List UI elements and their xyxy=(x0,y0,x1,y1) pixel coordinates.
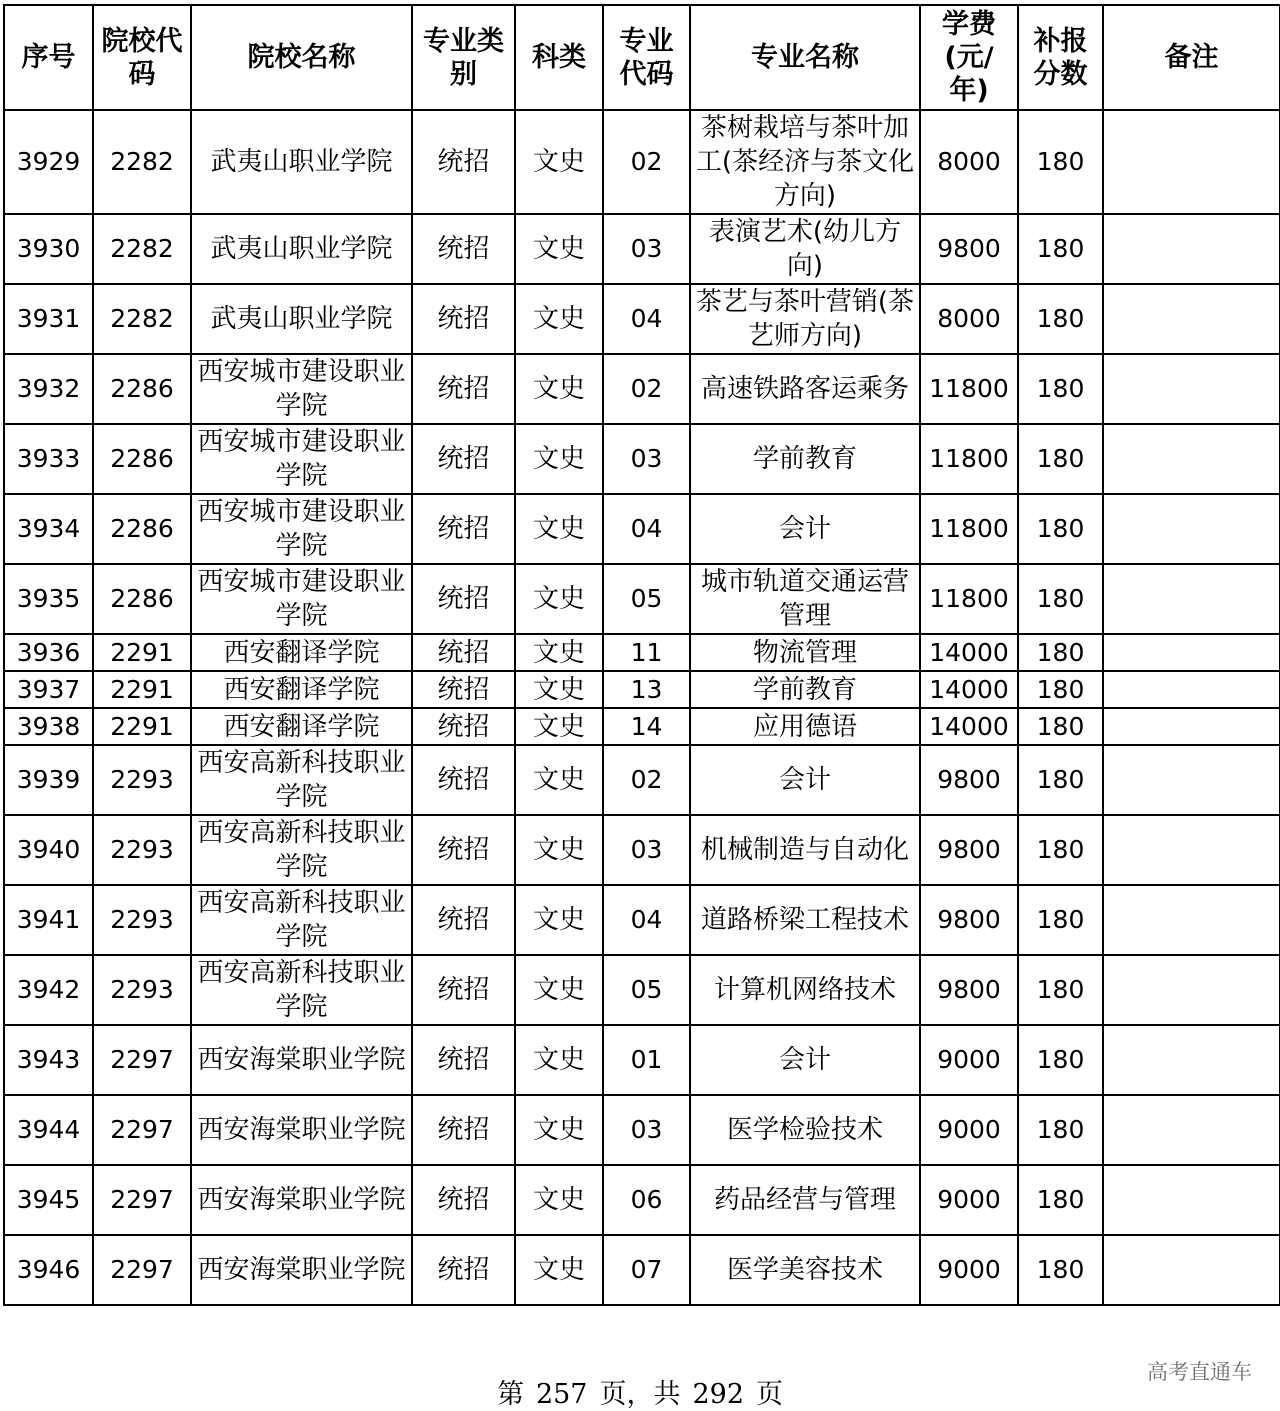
cell-index: 3936 xyxy=(4,634,93,671)
table-row xyxy=(4,745,1280,815)
cell-remarks xyxy=(1103,634,1280,671)
table-body xyxy=(4,110,1280,1305)
cell-school-name: 西安高新科技职业学院 xyxy=(191,745,412,815)
cell-supplement-score: 180 xyxy=(1018,885,1103,955)
page-current: 257 xyxy=(535,1379,588,1410)
table-row xyxy=(4,1235,1280,1305)
cell-index: 3930 xyxy=(4,214,93,284)
header-cell-school-name: 院校名称 xyxy=(191,5,412,110)
cell-subject-type: 文史 xyxy=(515,354,603,424)
cell-major-code: 03 xyxy=(603,214,690,284)
cell-school-code: 2297 xyxy=(93,1165,191,1235)
cell-school-name: 西安海棠职业学院 xyxy=(191,1025,412,1095)
cell-index: 3944 xyxy=(4,1095,93,1165)
cell-remarks xyxy=(1103,284,1280,354)
cell-major-category: 统招 xyxy=(412,564,515,634)
cell-school-code: 2291 xyxy=(93,708,191,745)
cell-school-code: 2293 xyxy=(93,815,191,885)
cell-tuition: 11800 xyxy=(920,494,1018,564)
cell-major-name: 药品经营与管理 xyxy=(690,1165,920,1235)
cell-index: 3943 xyxy=(4,1025,93,1095)
cell-major-code: 04 xyxy=(603,494,690,564)
cell-school-code: 2297 xyxy=(93,1025,191,1095)
page-number xyxy=(0,1372,1280,1411)
cell-index: 3939 xyxy=(4,745,93,815)
cell-supplement-score: 180 xyxy=(1018,1025,1103,1095)
cell-subject-type: 文史 xyxy=(515,1235,603,1305)
cell-major-name: 会计 xyxy=(690,745,920,815)
cell-major-name: 学前教育 xyxy=(690,671,920,708)
cell-school-code: 2286 xyxy=(93,494,191,564)
cell-major-name: 茶艺与茶叶营销(茶艺师方向) xyxy=(690,284,920,354)
cell-subject-type: 文史 xyxy=(515,110,603,214)
cell-major-name: 茶树栽培与茶叶加工(茶经济与茶文化方向) xyxy=(690,110,920,214)
cell-remarks xyxy=(1103,424,1280,494)
cell-major-code: 02 xyxy=(603,745,690,815)
cell-remarks xyxy=(1103,564,1280,634)
cell-tuition: 8000 xyxy=(920,110,1018,214)
cell-index: 3929 xyxy=(4,110,93,214)
cell-school-name: 西安城市建设职业学院 xyxy=(191,494,412,564)
cell-index: 3935 xyxy=(4,564,93,634)
cell-supplement-score: 180 xyxy=(1018,354,1103,424)
cell-tuition: 9000 xyxy=(920,1165,1018,1235)
header-cell-tuition: 学费(元/年) xyxy=(920,5,1018,110)
table-row xyxy=(4,1095,1280,1165)
cell-remarks xyxy=(1103,214,1280,284)
cell-school-code: 2282 xyxy=(93,110,191,214)
cell-supplement-score: 180 xyxy=(1018,494,1103,564)
cell-tuition: 11800 xyxy=(920,564,1018,634)
cell-major-category: 统招 xyxy=(412,354,515,424)
cell-tuition: 9800 xyxy=(920,955,1018,1025)
cell-school-code: 2282 xyxy=(93,214,191,284)
cell-index: 3932 xyxy=(4,354,93,424)
cell-subject-type: 文史 xyxy=(515,1095,603,1165)
cell-index: 3933 xyxy=(4,424,93,494)
cell-remarks xyxy=(1103,885,1280,955)
admission-table xyxy=(3,4,1280,1306)
header-cell-subject-type: 科类 xyxy=(515,5,603,110)
cell-tuition: 14000 xyxy=(920,671,1018,708)
cell-remarks xyxy=(1103,354,1280,424)
cell-index: 3938 xyxy=(4,708,93,745)
cell-subject-type: 文史 xyxy=(515,564,603,634)
header-cell-index: 序号 xyxy=(4,5,93,110)
table-row xyxy=(4,634,1280,671)
cell-school-code: 2297 xyxy=(93,1095,191,1165)
cell-supplement-score: 180 xyxy=(1018,815,1103,885)
cell-major-category: 统招 xyxy=(412,494,515,564)
cell-major-code: 06 xyxy=(603,1165,690,1235)
cell-major-code: 01 xyxy=(603,1025,690,1095)
cell-tuition: 9800 xyxy=(920,885,1018,955)
cell-major-code: 11 xyxy=(603,634,690,671)
cell-major-name: 道路桥梁工程技术 xyxy=(690,885,920,955)
cell-school-code: 2291 xyxy=(93,671,191,708)
table-row xyxy=(4,671,1280,708)
cell-school-code: 2293 xyxy=(93,745,191,815)
table-row xyxy=(4,708,1280,745)
cell-major-code: 05 xyxy=(603,564,690,634)
page-label-suffix: 页 xyxy=(756,1379,784,1410)
cell-supplement-score: 180 xyxy=(1018,955,1103,1025)
cell-school-code: 2282 xyxy=(93,284,191,354)
cell-major-name: 计算机网络技术 xyxy=(690,955,920,1025)
cell-school-name: 西安城市建设职业学院 xyxy=(191,354,412,424)
cell-subject-type: 文史 xyxy=(515,745,603,815)
table-row xyxy=(4,214,1280,284)
cell-major-code: 02 xyxy=(603,354,690,424)
table-row xyxy=(4,424,1280,494)
cell-supplement-score: 180 xyxy=(1018,1165,1103,1235)
cell-major-category: 统招 xyxy=(412,708,515,745)
cell-major-name: 机械制造与自动化 xyxy=(690,815,920,885)
cell-major-name: 应用德语 xyxy=(690,708,920,745)
watermark-text: 高考直通车 xyxy=(1147,1360,1252,1384)
cell-subject-type: 文史 xyxy=(515,1025,603,1095)
cell-major-category: 统招 xyxy=(412,214,515,284)
header-cell-remarks: 备注 xyxy=(1103,5,1280,110)
cell-subject-type: 文史 xyxy=(515,671,603,708)
header-cell-major-name: 专业名称 xyxy=(690,5,920,110)
cell-remarks xyxy=(1103,1095,1280,1165)
table-header-row xyxy=(4,5,1280,110)
cell-school-name: 西安高新科技职业学院 xyxy=(191,815,412,885)
cell-tuition: 11800 xyxy=(920,424,1018,494)
cell-supplement-score: 180 xyxy=(1018,745,1103,815)
cell-index: 3931 xyxy=(4,284,93,354)
table-row xyxy=(4,955,1280,1025)
cell-index: 3941 xyxy=(4,885,93,955)
cell-tuition: 9800 xyxy=(920,815,1018,885)
cell-remarks xyxy=(1103,745,1280,815)
cell-index: 3946 xyxy=(4,1235,93,1305)
cell-supplement-score: 180 xyxy=(1018,708,1103,745)
cell-major-category: 统招 xyxy=(412,955,515,1025)
cell-major-code: 07 xyxy=(603,1235,690,1305)
page-label-mid: 页，共 xyxy=(599,1379,681,1410)
cell-school-name: 西安翻译学院 xyxy=(191,671,412,708)
cell-remarks xyxy=(1103,494,1280,564)
admission-table-sheet xyxy=(3,4,1279,1306)
cell-school-name: 西安城市建设职业学院 xyxy=(191,424,412,494)
cell-major-code: 03 xyxy=(603,815,690,885)
table-row xyxy=(4,1025,1280,1095)
cell-major-name: 医学检验技术 xyxy=(690,1095,920,1165)
cell-tuition: 9000 xyxy=(920,1095,1018,1165)
table-row xyxy=(4,1165,1280,1235)
cell-school-code: 2297 xyxy=(93,1235,191,1305)
cell-major-category: 统招 xyxy=(412,424,515,494)
cell-major-category: 统招 xyxy=(412,1095,515,1165)
header-cell-supplement-score: 补报分数 xyxy=(1018,5,1103,110)
cell-remarks xyxy=(1103,955,1280,1025)
cell-school-code: 2286 xyxy=(93,354,191,424)
header-cell-school-code: 院校代码 xyxy=(93,5,191,110)
header-cell-major-code: 专业代码 xyxy=(603,5,690,110)
cell-school-code: 2286 xyxy=(93,564,191,634)
cell-supplement-score: 180 xyxy=(1018,634,1103,671)
cell-remarks xyxy=(1103,671,1280,708)
cell-major-code: 04 xyxy=(603,284,690,354)
cell-subject-type: 文史 xyxy=(515,955,603,1025)
cell-supplement-score: 180 xyxy=(1018,564,1103,634)
cell-subject-type: 文史 xyxy=(515,424,603,494)
cell-major-name: 表演艺术(幼儿方向) xyxy=(690,214,920,284)
cell-school-code: 2291 xyxy=(93,634,191,671)
cell-school-name: 西安海棠职业学院 xyxy=(191,1235,412,1305)
cell-tuition: 8000 xyxy=(920,284,1018,354)
cell-major-code: 13 xyxy=(603,671,690,708)
table-row xyxy=(4,564,1280,634)
cell-major-name: 高速铁路客运乘务 xyxy=(690,354,920,424)
cell-school-name: 西安海棠职业学院 xyxy=(191,1095,412,1165)
cell-major-category: 统招 xyxy=(412,1235,515,1305)
cell-major-category: 统招 xyxy=(412,284,515,354)
cell-supplement-score: 180 xyxy=(1018,1235,1103,1305)
table-row xyxy=(4,885,1280,955)
cell-tuition: 9800 xyxy=(920,745,1018,815)
cell-major-category: 统招 xyxy=(412,1165,515,1235)
cell-school-name: 西安翻译学院 xyxy=(191,634,412,671)
cell-major-name: 学前教育 xyxy=(690,424,920,494)
cell-tuition: 14000 xyxy=(920,708,1018,745)
cell-major-code: 04 xyxy=(603,885,690,955)
cell-major-category: 统招 xyxy=(412,1025,515,1095)
cell-index: 3942 xyxy=(4,955,93,1025)
cell-supplement-score: 180 xyxy=(1018,671,1103,708)
header-cell-major-category: 专业类别 xyxy=(412,5,515,110)
cell-subject-type: 文史 xyxy=(515,708,603,745)
cell-remarks xyxy=(1103,708,1280,745)
cell-school-name: 西安海棠职业学院 xyxy=(191,1165,412,1235)
cell-school-name: 西安高新科技职业学院 xyxy=(191,955,412,1025)
cell-subject-type: 文史 xyxy=(515,634,603,671)
cell-school-name: 西安高新科技职业学院 xyxy=(191,885,412,955)
cell-school-code: 2293 xyxy=(93,885,191,955)
cell-major-category: 统招 xyxy=(412,815,515,885)
table-row xyxy=(4,815,1280,885)
cell-major-name: 物流管理 xyxy=(690,634,920,671)
cell-supplement-score: 180 xyxy=(1018,284,1103,354)
cell-major-name: 城市轨道交通运营管理 xyxy=(690,564,920,634)
cell-major-category: 统招 xyxy=(412,634,515,671)
cell-major-category: 统招 xyxy=(412,885,515,955)
cell-index: 3945 xyxy=(4,1165,93,1235)
cell-tuition: 9800 xyxy=(920,214,1018,284)
table-row xyxy=(4,354,1280,424)
cell-school-name: 武夷山职业学院 xyxy=(191,284,412,354)
cell-major-name: 会计 xyxy=(690,1025,920,1095)
cell-remarks xyxy=(1103,815,1280,885)
cell-subject-type: 文史 xyxy=(515,885,603,955)
cell-school-name: 武夷山职业学院 xyxy=(191,110,412,214)
cell-major-name: 医学美容技术 xyxy=(690,1235,920,1305)
cell-major-code: 03 xyxy=(603,424,690,494)
cell-remarks xyxy=(1103,1025,1280,1095)
table-row xyxy=(4,284,1280,354)
page-total: 292 xyxy=(692,1379,745,1410)
cell-major-code: 03 xyxy=(603,1095,690,1165)
cell-subject-type: 文史 xyxy=(515,284,603,354)
cell-remarks xyxy=(1103,1235,1280,1305)
cell-remarks xyxy=(1103,1165,1280,1235)
cell-school-code: 2286 xyxy=(93,424,191,494)
cell-supplement-score: 180 xyxy=(1018,1095,1103,1165)
cell-major-category: 统招 xyxy=(412,110,515,214)
cell-index: 3940 xyxy=(4,815,93,885)
cell-school-code: 2293 xyxy=(93,955,191,1025)
cell-major-category: 统招 xyxy=(412,745,515,815)
cell-major-name: 会计 xyxy=(690,494,920,564)
cell-school-name: 西安翻译学院 xyxy=(191,708,412,745)
cell-supplement-score: 180 xyxy=(1018,424,1103,494)
cell-major-code: 14 xyxy=(603,708,690,745)
cell-school-name: 西安城市建设职业学院 xyxy=(191,564,412,634)
cell-index: 3934 xyxy=(4,494,93,564)
cell-tuition: 11800 xyxy=(920,354,1018,424)
cell-index: 3937 xyxy=(4,671,93,708)
cell-subject-type: 文史 xyxy=(515,815,603,885)
table-row xyxy=(4,494,1280,564)
cell-supplement-score: 180 xyxy=(1018,214,1103,284)
cell-major-category: 统招 xyxy=(412,671,515,708)
cell-subject-type: 文史 xyxy=(515,1165,603,1235)
cell-tuition: 9000 xyxy=(920,1025,1018,1095)
cell-subject-type: 文史 xyxy=(515,214,603,284)
cell-tuition: 9000 xyxy=(920,1235,1018,1305)
cell-remarks xyxy=(1103,110,1280,214)
cell-major-code: 05 xyxy=(603,955,690,1025)
cell-supplement-score: 180 xyxy=(1018,110,1103,214)
page-label-prefix: 第 xyxy=(496,1379,524,1410)
cell-tuition: 14000 xyxy=(920,634,1018,671)
table-row xyxy=(4,110,1280,214)
cell-major-code: 02 xyxy=(603,110,690,214)
cell-school-name: 武夷山职业学院 xyxy=(191,214,412,284)
cell-subject-type: 文史 xyxy=(515,494,603,564)
